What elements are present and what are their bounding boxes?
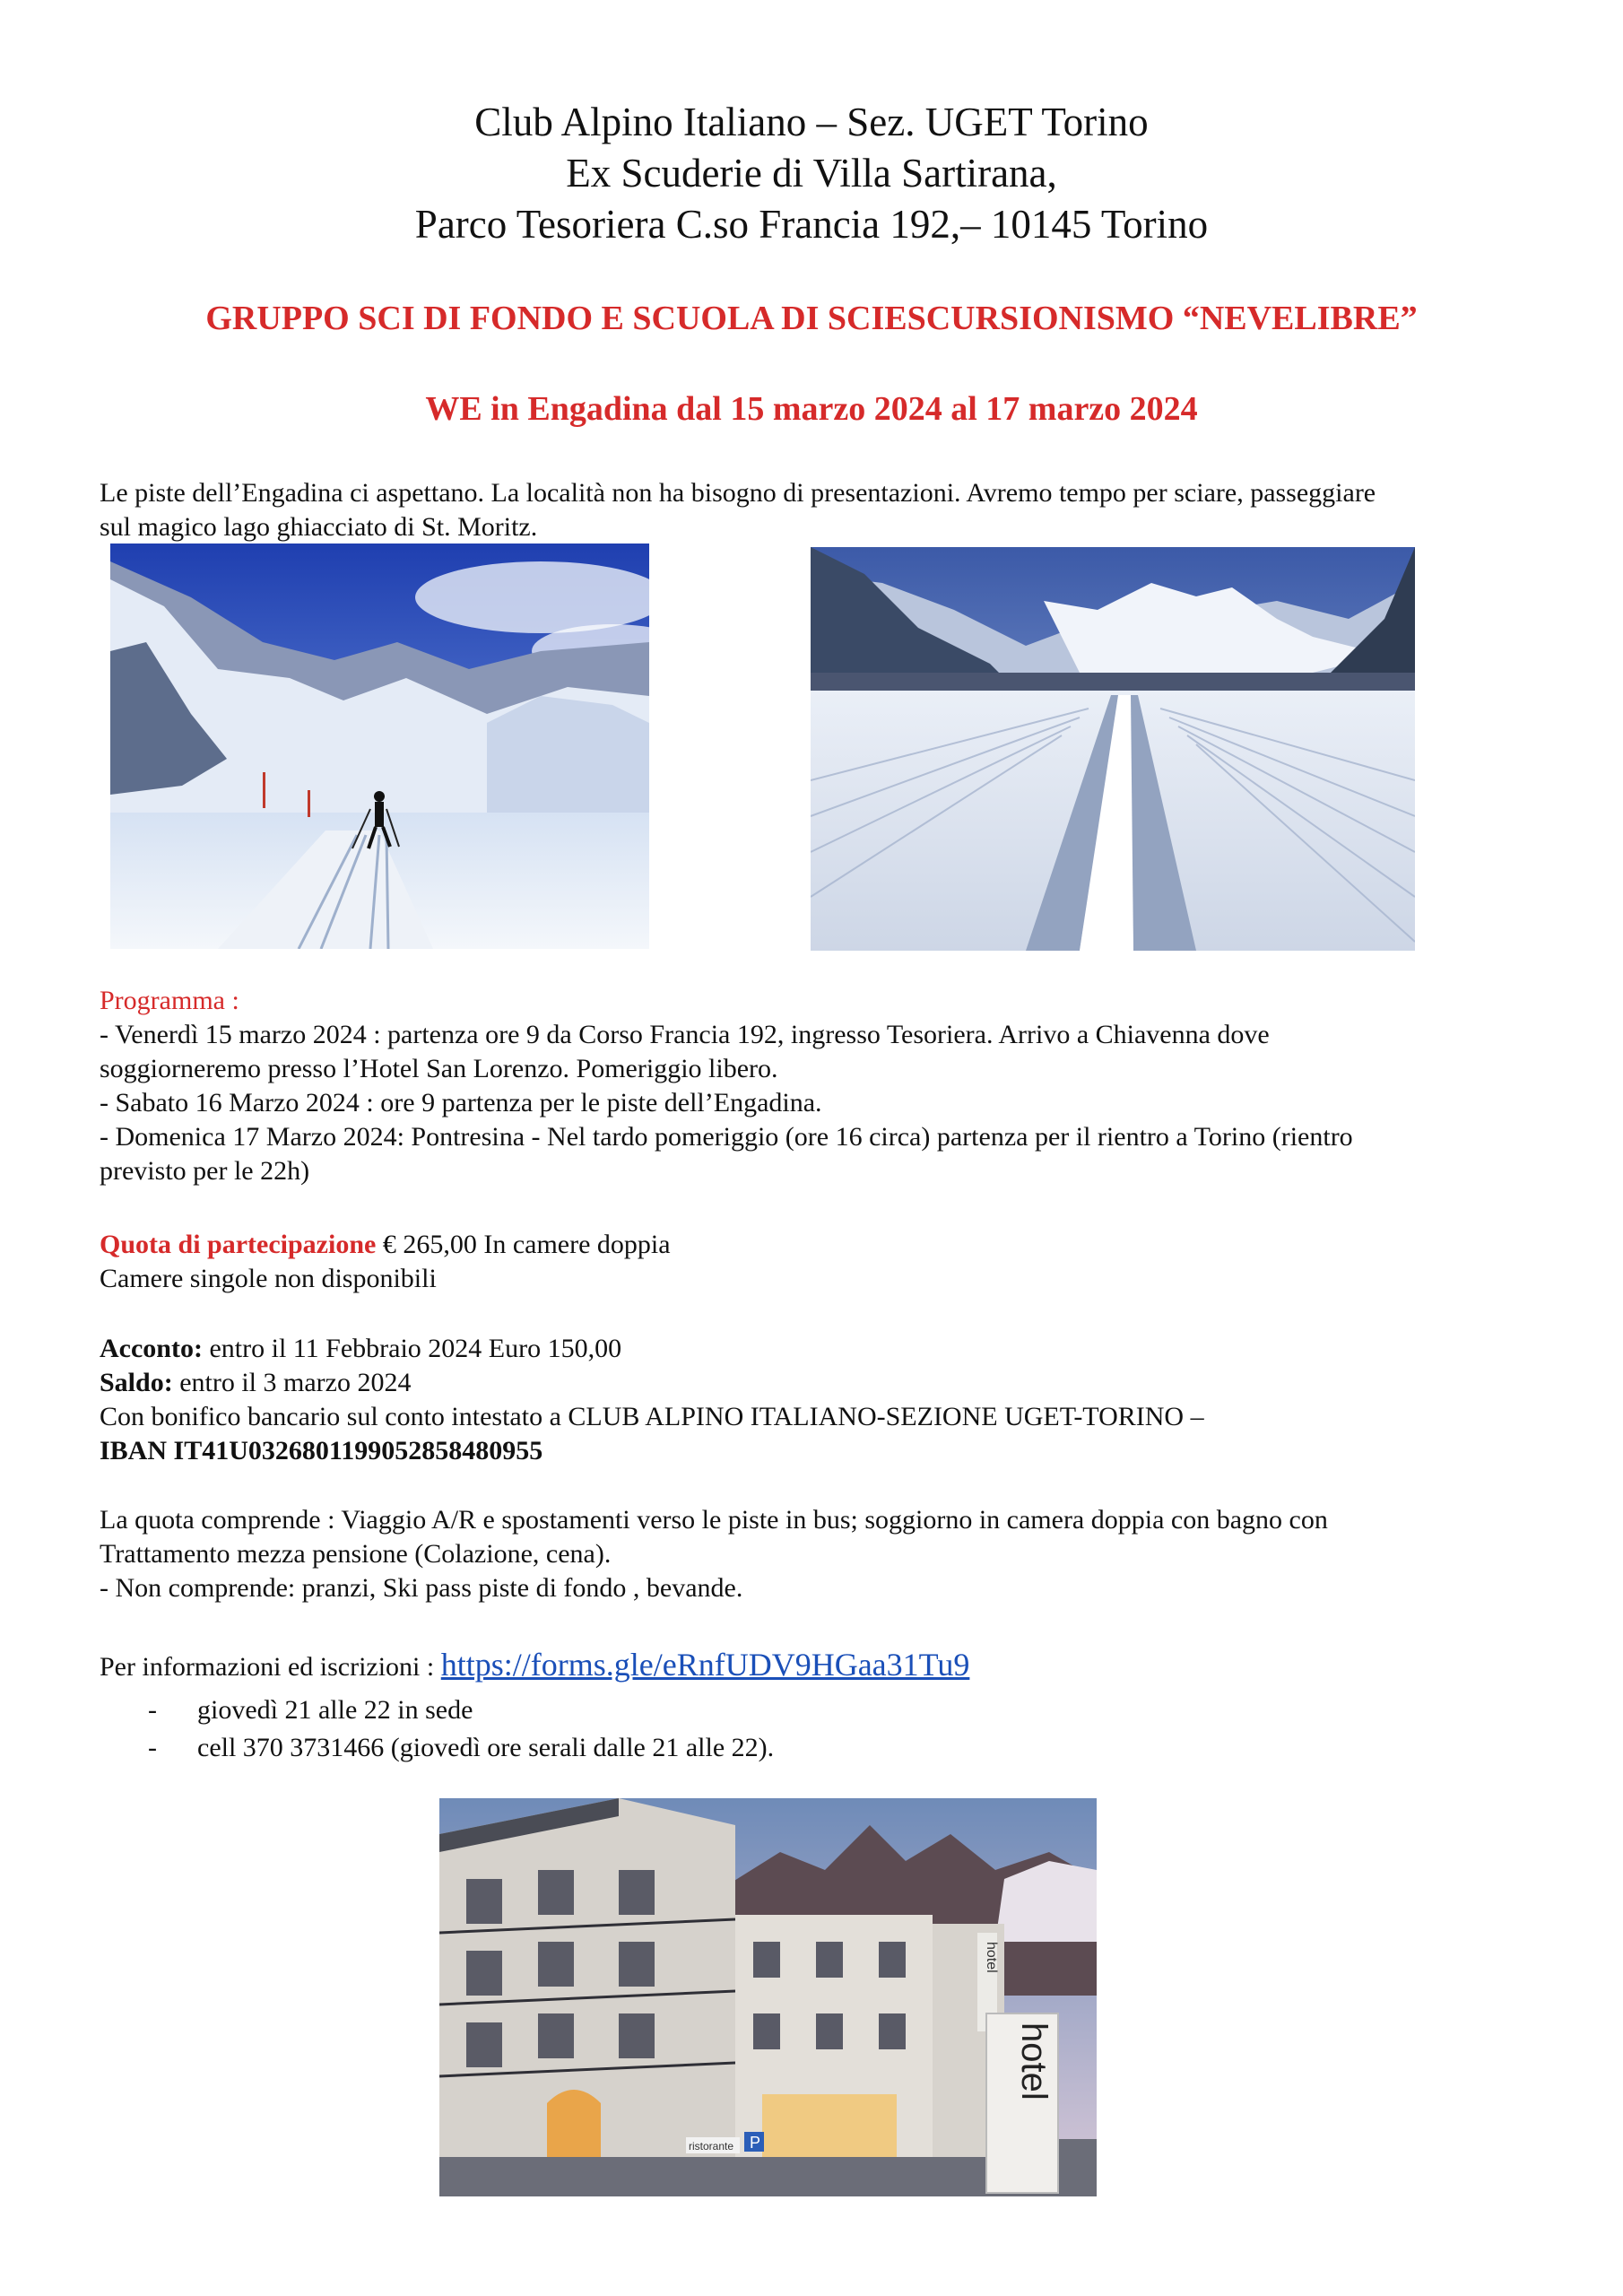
program-saturday: - Sabato 16 Marzo 2024 : ore 9 partenza per le piste dell’Engadina. xyxy=(100,1088,822,1118)
club-header xyxy=(0,97,1623,250)
hotel-photo xyxy=(439,1798,1097,2196)
registration-link[interactable]: https://forms.gle/eRnfUDV9HGaa31Tu9 xyxy=(440,1647,970,1683)
includes-line-2: Trattamento mezza pensione (Colazione, cena). xyxy=(100,1539,612,1569)
acconto-label: Acconto: xyxy=(100,1334,203,1363)
singles-note: Camere singole non disponibili xyxy=(100,1264,437,1293)
saldo-label: Saldo: xyxy=(100,1368,173,1397)
includes-section xyxy=(100,1503,1552,1605)
quota-value: € 265,00 In camere doppia xyxy=(376,1230,671,1259)
includes-line-1: La quota comprende : Viaggio A/R e spostamenti verso le piste in bus; soggiorno in camera doppia con bagno con xyxy=(100,1505,1328,1535)
info-bullet-1 xyxy=(148,1693,473,1727)
acconto-line xyxy=(100,1332,1552,1366)
quota-line xyxy=(100,1228,1552,1262)
parking-sign: P xyxy=(750,2134,761,2152)
bullet-text-2: cell 370 3731466 (giovedì ore serali dalle 21 alle 22). xyxy=(197,1733,775,1762)
program-sunday-line-2: previsto per le 22h) xyxy=(100,1156,310,1186)
hotel-photo-image xyxy=(439,1798,1097,2196)
program-friday-line-2: soggiorneremo presso l’Hotel San Lorenzo. Pomeriggio libero. xyxy=(100,1054,778,1083)
hotel-sign-big: hotel xyxy=(1014,2022,1054,2100)
quota-label: Quota di partecipazione xyxy=(100,1230,377,1259)
group-title: GRUPPO SCI DI FONDO E SCUOLA DI SCIESCURSIONISMO “NEVELIBRE” xyxy=(205,300,1418,337)
iban: IBAN IT41U0326801199052858480955 xyxy=(100,1436,543,1465)
club-address: Parco Tesoriera C.so Francia 192,– 10145 Torino xyxy=(414,202,1209,247)
skier-photo xyxy=(110,544,649,949)
bullet-text-1: giovedì 21 alle 22 in sede xyxy=(197,1695,473,1725)
club-venue: Ex Scuderie di Villa Sartirana, xyxy=(566,151,1057,196)
quota-section xyxy=(100,1228,1552,1296)
excludes-line: - Non comprende: pranzi, Ski pass piste di fondo , bevande. xyxy=(100,1573,743,1603)
ski-tracks-photo-image xyxy=(811,547,1415,951)
program-friday-line-1: - Venerdì 15 marzo 2024 : partenza ore 9 da Corso Francia 192, ingresso Tesoriera. Arrivo a Chiavenna dove xyxy=(100,1020,1270,1049)
program-section xyxy=(100,984,1552,1188)
bullet-dash: - xyxy=(148,1733,157,1762)
hotel-sign-vertical: hotel xyxy=(984,1942,999,1973)
ski-tracks-photo xyxy=(811,547,1415,951)
intro-line-1: Le piste dell’Engadina ci aspettano. La località non ha bisogno di presentazioni. Avremo tempo per sciare, passeggiare xyxy=(100,478,1376,508)
intro-line-2: sul magico lago ghiacciato di St. Moritz. xyxy=(100,512,538,542)
skier-photo-image xyxy=(110,544,649,949)
bonifico-line: Con bonifico bancario sul conto intestato a CLUB ALPINO ITALIANO-SEZIONE UGET-TORINO – xyxy=(100,1402,1204,1431)
info-line xyxy=(100,1648,1552,1684)
program-sunday-line-1: - Domenica 17 Marzo 2024: Pontresina - Nel tardo pomeriggio (ore 16 circa) partenza per il rientro a Torino (rientro xyxy=(100,1122,1353,1152)
info-label: Per informazioni ed iscrizioni : xyxy=(100,1652,441,1682)
payment-section xyxy=(100,1332,1552,1468)
info-bullet-2 xyxy=(148,1731,774,1765)
bullet-dash: - xyxy=(148,1695,157,1725)
saldo-line xyxy=(100,1366,1552,1400)
club-name: Club Alpino Italiano – Sez. UGET Torino xyxy=(474,100,1149,144)
acconto-value: entro il 11 Febbraio 2024 Euro 150,00 xyxy=(202,1334,622,1363)
intro-paragraph xyxy=(100,476,1552,544)
saldo-value: entro il 3 marzo 2024 xyxy=(172,1368,412,1397)
program-heading: Programma : xyxy=(100,986,239,1015)
ristorante-sign: ristorante xyxy=(689,2140,734,2152)
event-title: WE in Engadina dal 15 marzo 2024 al 17 marzo 2024 xyxy=(425,390,1198,428)
